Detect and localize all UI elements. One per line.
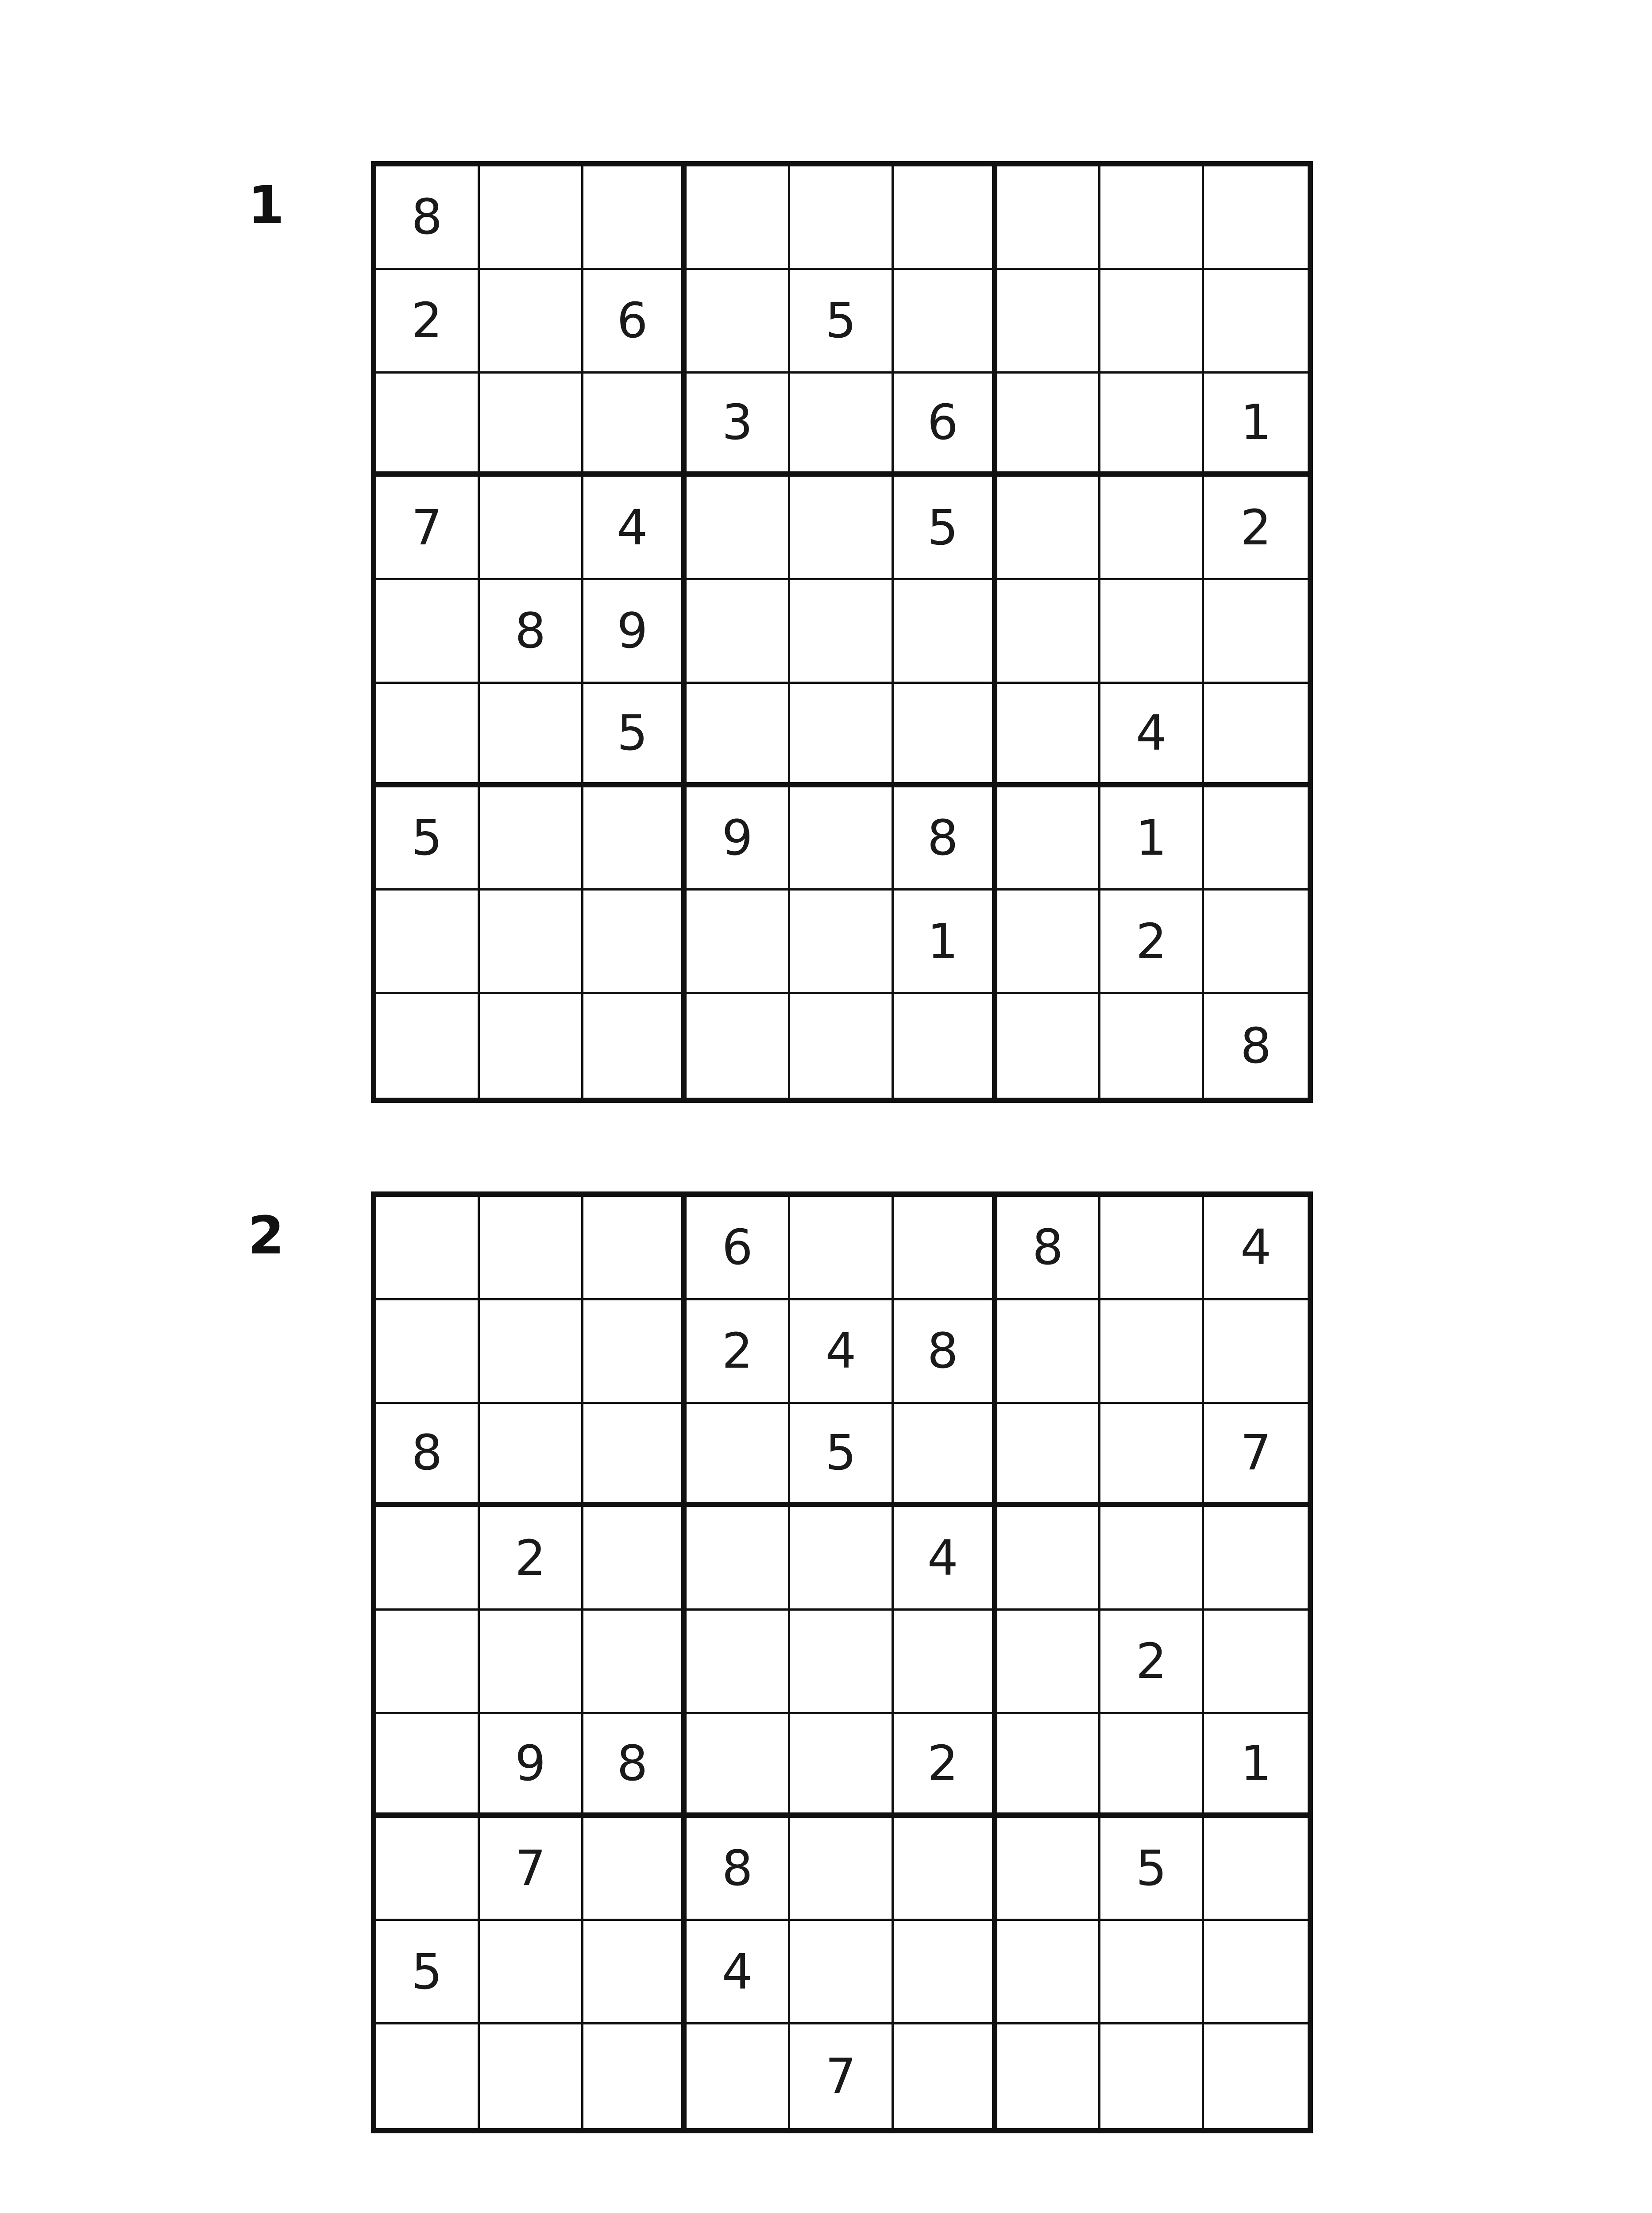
empty-cell[interactable] — [480, 1197, 583, 1300]
empty-cell[interactable] — [894, 1404, 997, 1507]
given-digit-cell: 8 — [583, 1714, 687, 1818]
given-digit-cell: 7 — [790, 2024, 894, 2128]
empty-cell[interactable] — [997, 994, 1101, 1098]
empty-cell[interactable] — [1204, 1611, 1308, 1714]
empty-cell[interactable] — [997, 1921, 1101, 2024]
given-digit-cell: 5 — [790, 270, 894, 374]
given-digit-cell: 2 — [687, 1300, 790, 1404]
empty-cell[interactable] — [480, 477, 583, 580]
empty-cell[interactable] — [894, 684, 997, 787]
given-digit-cell: 7 — [480, 1818, 583, 1921]
given-digit-cell: 5 — [376, 787, 480, 891]
puzzle-number-1: 1 — [248, 174, 285, 235]
empty-cell[interactable] — [790, 1507, 894, 1611]
empty-cell[interactable] — [687, 1507, 790, 1611]
empty-cell[interactable] — [376, 1818, 480, 1921]
empty-cell[interactable] — [1100, 166, 1204, 270]
puzzle-number-2: 2 — [248, 1205, 285, 1266]
given-digit-cell: 5 — [894, 477, 997, 580]
empty-cell[interactable] — [376, 994, 480, 1098]
empty-cell[interactable] — [1100, 2024, 1204, 2128]
empty-cell[interactable] — [894, 1921, 997, 2024]
given-digit-cell: 4 — [583, 477, 687, 580]
empty-cell[interactable] — [376, 1300, 480, 1404]
given-digit-cell: 5 — [1100, 1818, 1204, 1921]
empty-cell[interactable] — [480, 1404, 583, 1507]
given-digit-cell: 1 — [1100, 787, 1204, 891]
empty-cell[interactable] — [480, 374, 583, 477]
empty-cell[interactable] — [1204, 891, 1308, 994]
given-digit-cell: 2 — [1100, 1611, 1204, 1714]
given-digit-cell: 5 — [376, 1921, 480, 2024]
empty-cell[interactable] — [997, 580, 1101, 684]
given-digit-cell: 9 — [687, 787, 790, 891]
empty-cell[interactable] — [997, 1714, 1101, 1818]
empty-cell[interactable] — [790, 1818, 894, 1921]
empty-cell[interactable] — [480, 1300, 583, 1404]
given-digit-cell: 4 — [1100, 684, 1204, 787]
empty-cell[interactable] — [687, 270, 790, 374]
empty-cell[interactable] — [894, 166, 997, 270]
empty-cell[interactable] — [583, 1300, 687, 1404]
empty-cell[interactable] — [997, 891, 1101, 994]
empty-cell[interactable] — [1100, 1404, 1204, 1507]
given-digit-cell: 3 — [687, 374, 790, 477]
empty-cell[interactable] — [997, 1300, 1101, 1404]
empty-cell[interactable] — [376, 1714, 480, 1818]
empty-cell[interactable] — [1204, 787, 1308, 891]
empty-cell[interactable] — [790, 477, 894, 580]
empty-cell[interactable] — [997, 684, 1101, 787]
empty-cell[interactable] — [1100, 1197, 1204, 1300]
empty-cell[interactable] — [1204, 270, 1308, 374]
given-digit-cell: 4 — [894, 1507, 997, 1611]
sudoku-grid-2 — [371, 1191, 1313, 2133]
empty-cell[interactable] — [1100, 994, 1204, 1098]
empty-cell[interactable] — [1204, 2024, 1308, 2128]
empty-cell[interactable] — [480, 994, 583, 1098]
empty-cell[interactable] — [687, 994, 790, 1098]
empty-cell[interactable] — [376, 1197, 480, 1300]
given-digit-cell: 2 — [894, 1714, 997, 1818]
sudoku-grid-1 — [371, 161, 1313, 1103]
empty-cell[interactable] — [583, 166, 687, 270]
given-digit-cell: 7 — [376, 477, 480, 580]
empty-cell[interactable] — [1100, 1300, 1204, 1404]
given-digit-cell: 4 — [790, 1300, 894, 1404]
empty-cell[interactable] — [687, 166, 790, 270]
empty-cell[interactable] — [583, 1818, 687, 1921]
given-digit-cell: 8 — [894, 1300, 997, 1404]
empty-cell[interactable] — [1204, 1300, 1308, 1404]
given-digit-cell: 8 — [480, 580, 583, 684]
given-digit-cell: 4 — [687, 1921, 790, 2024]
empty-cell[interactable] — [894, 1611, 997, 1714]
empty-cell[interactable] — [583, 2024, 687, 2128]
empty-cell[interactable] — [894, 1197, 997, 1300]
given-digit-cell: 2 — [376, 270, 480, 374]
given-digit-cell: 2 — [480, 1507, 583, 1611]
given-digit-cell: 6 — [894, 374, 997, 477]
empty-cell[interactable] — [997, 477, 1101, 580]
given-digit-cell: 8 — [376, 1404, 480, 1507]
empty-cell[interactable] — [997, 1507, 1101, 1611]
empty-cell[interactable] — [480, 2024, 583, 2128]
empty-cell[interactable] — [790, 374, 894, 477]
given-digit-cell: 6 — [583, 270, 687, 374]
empty-cell[interactable] — [687, 684, 790, 787]
empty-cell[interactable] — [583, 1611, 687, 1714]
empty-cell[interactable] — [790, 1921, 894, 2024]
empty-cell[interactable] — [376, 1507, 480, 1611]
empty-cell[interactable] — [1100, 270, 1204, 374]
given-digit-cell: 1 — [894, 891, 997, 994]
empty-cell[interactable] — [376, 1611, 480, 1714]
given-digit-cell: 8 — [894, 787, 997, 891]
given-digit-cell: 8 — [376, 166, 480, 270]
empty-cell[interactable] — [894, 1818, 997, 1921]
empty-cell[interactable] — [687, 477, 790, 580]
empty-cell[interactable] — [894, 270, 997, 374]
empty-cell[interactable] — [1204, 1818, 1308, 1921]
given-digit-cell: 4 — [1204, 1197, 1308, 1300]
empty-cell[interactable] — [790, 891, 894, 994]
empty-cell[interactable] — [997, 166, 1101, 270]
empty-cell[interactable] — [997, 374, 1101, 477]
empty-cell[interactable] — [480, 787, 583, 891]
given-digit-cell: 2 — [1100, 891, 1204, 994]
given-digit-cell: 1 — [1204, 1714, 1308, 1818]
empty-cell[interactable] — [687, 580, 790, 684]
empty-cell[interactable] — [1204, 1921, 1308, 2024]
empty-cell[interactable] — [583, 891, 687, 994]
empty-cell[interactable] — [894, 580, 997, 684]
empty-cell[interactable] — [790, 580, 894, 684]
empty-cell[interactable] — [583, 787, 687, 891]
empty-cell[interactable] — [1100, 477, 1204, 580]
empty-cell[interactable] — [1204, 1507, 1308, 1611]
empty-cell[interactable] — [997, 2024, 1101, 2128]
empty-cell[interactable] — [583, 1921, 687, 2024]
empty-cell[interactable] — [583, 374, 687, 477]
given-digit-cell: 5 — [583, 684, 687, 787]
empty-cell[interactable] — [997, 787, 1101, 891]
given-digit-cell: 5 — [790, 1404, 894, 1507]
empty-cell[interactable] — [480, 1611, 583, 1714]
empty-cell[interactable] — [790, 166, 894, 270]
empty-cell[interactable] — [583, 1197, 687, 1300]
empty-cell[interactable] — [687, 1714, 790, 1818]
given-digit-cell: 8 — [997, 1197, 1101, 1300]
empty-cell[interactable] — [376, 891, 480, 994]
empty-cell[interactable] — [480, 891, 583, 994]
given-digit-cell: 2 — [1204, 477, 1308, 580]
empty-cell[interactable] — [583, 1507, 687, 1611]
empty-cell[interactable] — [790, 684, 894, 787]
empty-cell[interactable] — [1100, 1714, 1204, 1818]
given-digit-cell: 8 — [1240, 1018, 1272, 1075]
given-digit-cell: 6 — [687, 1197, 790, 1300]
empty-cell[interactable] — [1204, 684, 1308, 787]
empty-cell[interactable] — [1100, 1507, 1204, 1611]
empty-cell[interactable] — [480, 166, 583, 270]
empty-cell[interactable] — [583, 994, 687, 1098]
empty-cell[interactable] — [1100, 580, 1204, 684]
given-digit-cell: 9 — [583, 580, 687, 684]
empty-cell[interactable] — [894, 2024, 997, 2128]
empty-cell[interactable] — [376, 2024, 480, 2128]
empty-cell[interactable] — [687, 2024, 790, 2128]
empty-cell[interactable] — [790, 787, 894, 891]
empty-cell[interactable] — [687, 1611, 790, 1714]
empty-cell[interactable] — [997, 1611, 1101, 1714]
empty-cell[interactable] — [687, 891, 790, 994]
empty-cell[interactable] — [790, 1197, 894, 1300]
empty-cell[interactable] — [687, 1404, 790, 1507]
empty-cell[interactable] — [376, 684, 480, 787]
empty-cell[interactable] — [790, 994, 894, 1098]
empty-cell[interactable] — [376, 374, 480, 477]
empty-cell[interactable] — [894, 994, 997, 1098]
given-digit-cell: 9 — [480, 1714, 583, 1818]
empty-cell[interactable] — [480, 270, 583, 374]
empty-cell[interactable] — [790, 1714, 894, 1818]
empty-cell[interactable] — [583, 1404, 687, 1507]
empty-cell[interactable] — [997, 1818, 1101, 1921]
empty-cell[interactable] — [1100, 1921, 1204, 2024]
empty-cell[interactable] — [1204, 580, 1308, 684]
empty-cell[interactable] — [1100, 374, 1204, 477]
given-digit-cell: 1 — [1204, 374, 1308, 477]
empty-cell[interactable] — [790, 1611, 894, 1714]
empty-cell[interactable] — [480, 684, 583, 787]
empty-cell[interactable] — [376, 580, 480, 684]
empty-cell[interactable] — [997, 270, 1101, 374]
given-digit-cell: 8 — [687, 1818, 790, 1921]
given-digit-cell: 7 — [1204, 1404, 1308, 1507]
empty-cell[interactable] — [1204, 166, 1308, 270]
empty-cell[interactable] — [480, 1921, 583, 2024]
empty-cell[interactable] — [997, 1404, 1101, 1507]
